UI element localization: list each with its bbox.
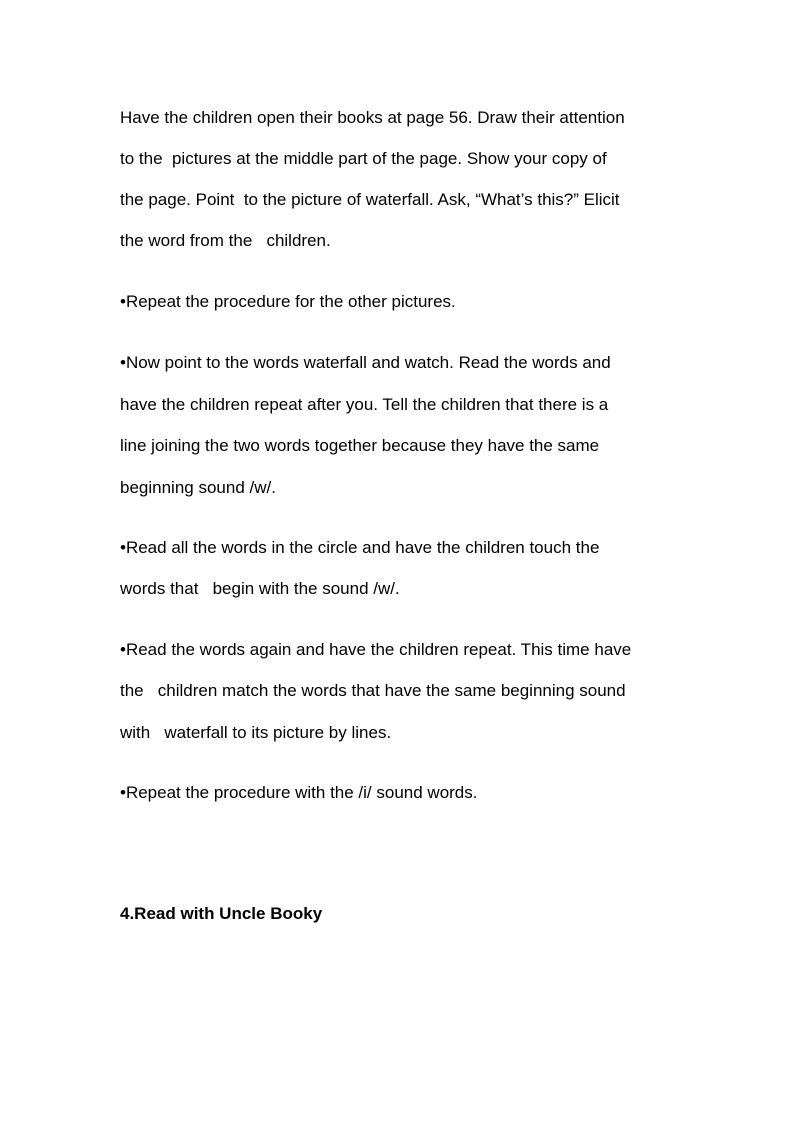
paragraph-3-line-3: line joining the two words together because they have the same bbox=[120, 436, 600, 455]
paragraph-3-line-4: beginning sound /w/. bbox=[120, 478, 276, 497]
paragraph-6-line-1: •Repeat the procedure with the /i/ sound words. bbox=[120, 783, 478, 802]
paragraph-3-line-2: have the children repeat after you. Tell the children that there is a bbox=[120, 395, 609, 414]
section-heading: 4.Read with Uncle Booky bbox=[120, 904, 323, 923]
paragraph-5-line-1: •Read the words again and have the children repeat. This time have bbox=[120, 640, 632, 659]
paragraph-1-line-1: Have the children open their books at page 56. Draw their attention bbox=[120, 108, 625, 127]
paragraph-5-line-2: the children match the words that have the same beginning sound bbox=[120, 681, 626, 700]
paragraph-4-line-2: words that begin with the sound /w/. bbox=[120, 579, 400, 598]
paragraph-1-line-2: to the pictures at the middle part of the page. Show your copy of bbox=[120, 149, 607, 168]
paragraph-3-line-1: •Now point to the words waterfall and watch. Read the words and bbox=[120, 353, 611, 372]
paragraph-2-line-1: •Repeat the procedure for the other pictures. bbox=[120, 292, 456, 311]
paragraph-5-line-3: with waterfall to its picture by lines. bbox=[120, 723, 392, 742]
paragraph-4-line-1: •Read all the words in the circle and have the children touch the bbox=[120, 538, 600, 557]
paragraph-1-line-4: the word from the children. bbox=[120, 231, 331, 250]
paragraph-1-line-3: the page. Point to the picture of waterfall. Ask, “What’s this?” Elicit bbox=[120, 190, 620, 209]
